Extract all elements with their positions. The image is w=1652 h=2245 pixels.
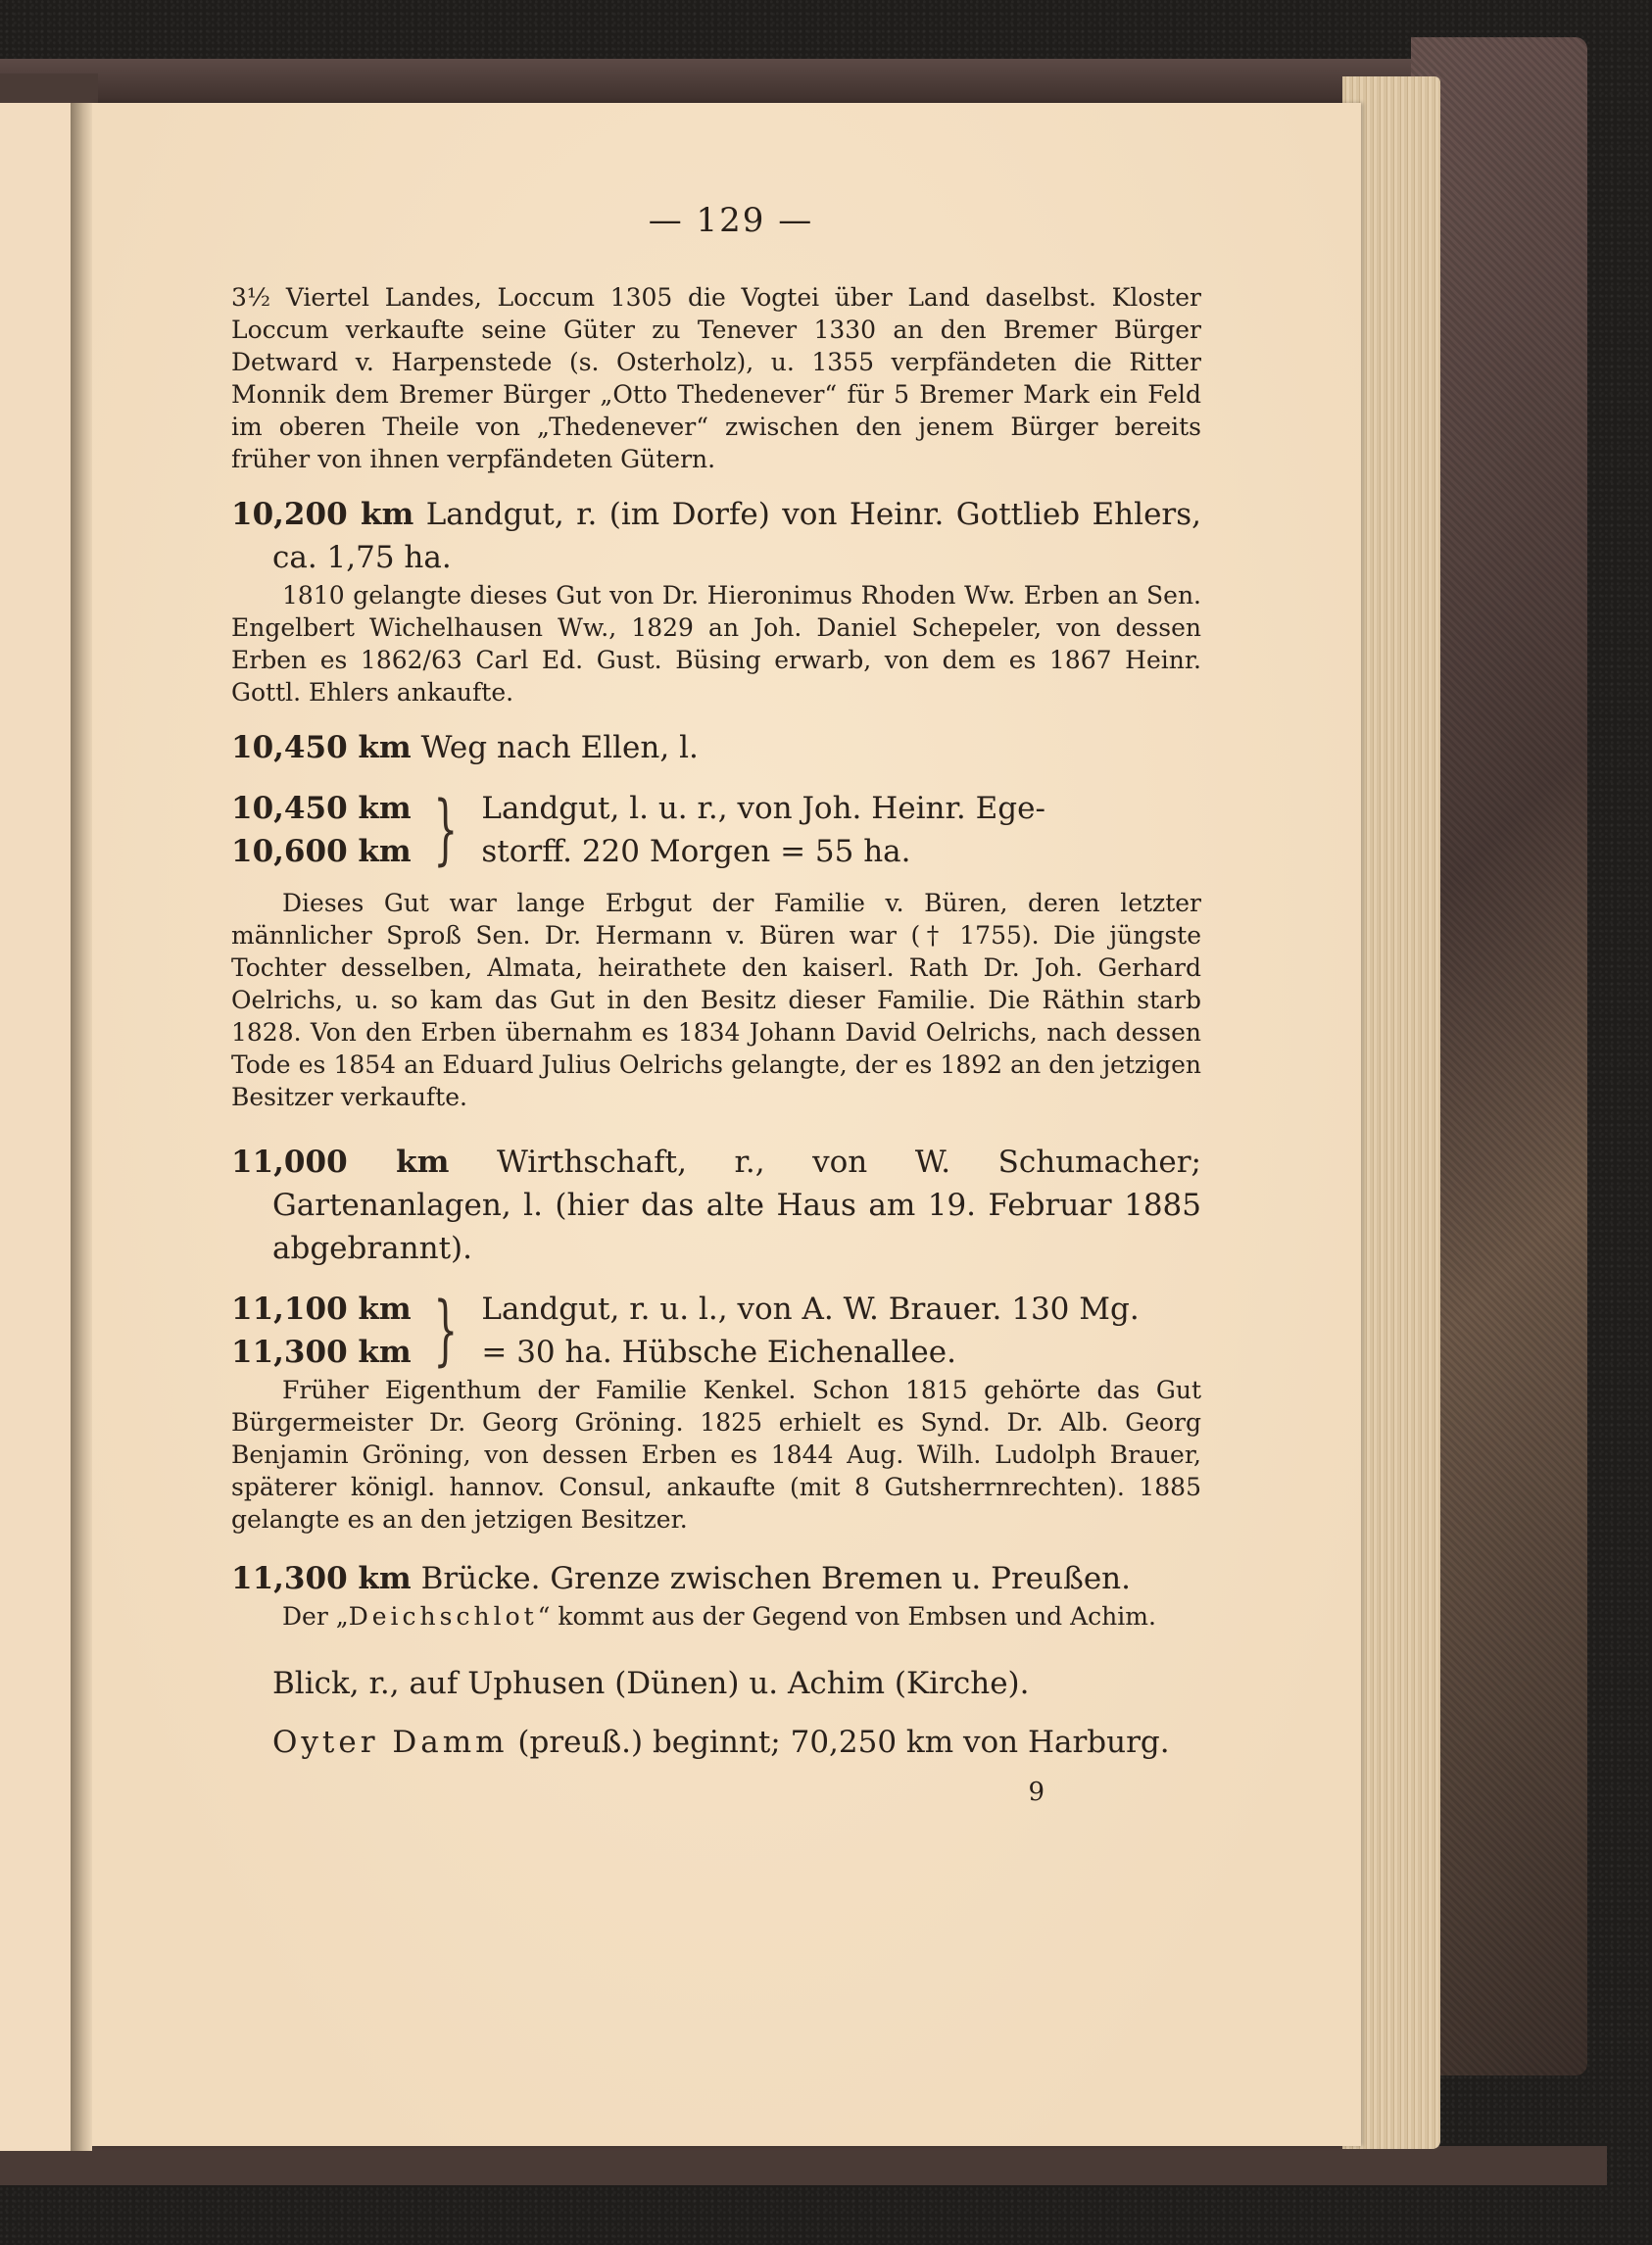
km-range [231, 787, 412, 873]
entry-11000 [231, 1141, 1201, 1270]
curly-brace-icon: } [433, 1287, 458, 1375]
note-prefix: Der „ [282, 1602, 349, 1631]
entry-text: Landgut, r. (im Dorfe) von Heinr. Gottlieb Ehlers, ca. 1,75 ha. [272, 497, 1201, 575]
entry-text-line-2: = 30 ha. Hübsche Eichenallee. [481, 1335, 956, 1370]
page-number: — 129 — [648, 201, 814, 240]
note-suffix: “ kommt aus der Gegend von Embsen und Achim. [537, 1602, 1156, 1631]
entry-note [231, 1600, 1201, 1633]
entry-note: Dieses Gut war lange Erbgut der Familie v. Büren, deren letzter männlicher Sproß Sen. Dr. Hermann v. Büren war († 1755). Die jüngste Tochter desselben, Almata, heirathete den kaiserl. Rath Dr. Joh. Gerhard Oelrichs, u. so kam das Gut in den Besitz dieser Familie. Die Räthin starb 1828. Von den Erben übernahm es 1834 Johann David Oelrichs, nach dessen Tode es 1854 an Eduard Julius Oelrichs gelangte, der es 1892 an den jetzigen Besitzer verkaufte. [231, 889, 1201, 1111]
entry-text [481, 1288, 1201, 1374]
entry-km-start: 10,450 km [231, 791, 412, 826]
page-content [231, 201, 1201, 1807]
entry-11300 [231, 1557, 1201, 1600]
note-spaced-term: Deichschlot [348, 1602, 538, 1631]
curly-brace-icon: } [433, 786, 458, 874]
entry-text: Brücke. Grenze zwischen Bremen u. Preußen. [420, 1561, 1131, 1596]
entry-11100-11300 [231, 1288, 1201, 1374]
entry-km-start: 11,100 km [231, 1292, 412, 1327]
entry-note: Früher Eigenthum der Familie Kenkel. Schon 1815 gehörte das Gut Bürgermeister Dr. Georg Gröning. 1825 erhielt es Synd. Dr. Alb. Georg Benjamin Gröning, von dessen Erben es 1844 Aug. Wilh. Ludolph Brauer, späterer königl. hannov. Consul, ankaufte (mit 8 Gutsherrnrechten). 1885 gelangte es an den jetzigen Besitzer. [231, 1376, 1201, 1534]
entry-km: 10,200 km [231, 497, 414, 532]
entry-km: 11,000 km [231, 1145, 450, 1180]
entry-text: Weg nach Ellen, l. [420, 730, 699, 765]
entry-10450-10600 [231, 787, 1201, 873]
km-range [231, 1288, 412, 1374]
entry-km: 10,450 km [231, 730, 412, 765]
entry-text-line-1: Landgut, r. u. l., von A. W. Brauer. 130 Mg. [481, 1292, 1140, 1327]
view-line: Blick, r., auf Uphusen (Dünen) u. Achim (Kirche). [272, 1666, 1030, 1701]
entry-km-end: 11,300 km [231, 1335, 412, 1370]
entry-km: 11,300 km [231, 1561, 412, 1596]
left-page-edge [0, 103, 73, 2151]
entry-10200 [231, 493, 1201, 579]
book-cover-top [0, 59, 1568, 103]
signature-mark: 9 [1028, 1778, 1045, 1807]
intro-paragraph: 3½ Viertel Landes, Loccum 1305 die Vogtei über Land daselbst. Kloster Loccum verkaufte seine Güter zu Tenever 1330 an den Bremer Bürger Detward v. Harpenstede (s. Osterholz), u. 1355 verpfändeten die Ritter Monnik dem Bremer Bürger „Otto Thedenever“ für 5 Bremer Mark ein Feld im oberen Theile von „Thedenever“ zwischen den jenem Bürger bereits früher von ihnen verpfändeten Gütern. [231, 283, 1201, 473]
final-spaced-term: Oyter Damm [272, 1725, 509, 1760]
entry-text [481, 787, 1201, 873]
final-line [272, 1721, 1201, 1764]
entry-10450 [231, 726, 1201, 769]
entry-text-line-2: storff. 220 Morgen = 55 ha. [481, 834, 911, 869]
entry-text-line-1: Landgut, l. u. r., von Joh. Heinr. Ege- [481, 791, 1045, 826]
final-rest: (preuß.) beginnt; 70,250 km von Harburg. [508, 1725, 1170, 1760]
entry-text: Wirthschaft, r., von W. Schumacher; Gartenanlagen, l. (hier das alte Haus am 19. Februar 1885 abgebrannt). [272, 1145, 1201, 1266]
book-cover-bottom [0, 2146, 1607, 2185]
book-gutter [71, 103, 92, 2151]
entry-note: 1810 gelangte dieses Gut von Dr. Hieronimus Rhoden Ww. Erben an Sen. Engelbert Wichelhausen Ww., 1829 an Joh. Daniel Schepeler, von dessen Erben es 1862/63 Carl Ed. Gust. Büsing erwarb, von dem es 1867 Heinr. Gottl. Ehlers ankaufte. [231, 581, 1201, 707]
entry-km-end: 10,600 km [231, 834, 412, 869]
